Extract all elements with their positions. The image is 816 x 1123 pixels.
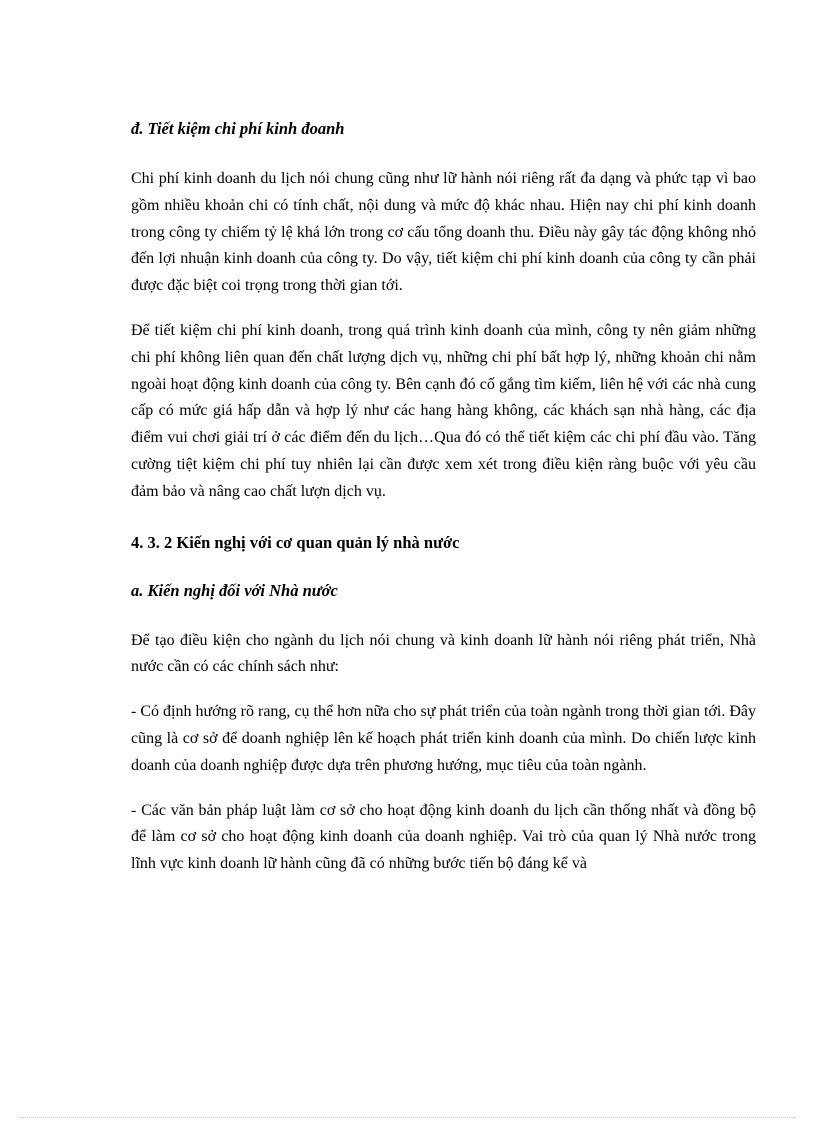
page-bottom-divider (20, 1117, 796, 1118)
document-body (131, 118, 756, 878)
paragraph-cost-measures: Để tiết kiệm chi phí kinh doanh, trong quá trình kinh doanh của mình, công ty nên giảm những chi phí không liên quan đến chất lượng dịch vụ, những chi phí bất hợp lý, những khoản chi nằm ngoài hoạt động kinh doanh của công ty. Bên cạnh đó cố gắng tìm kiếm, liên hệ với các nhà cung cấp có mức giá hấp dẫn và hợp lý như các hang hàng không, các khách sạn nhà hàng, các địa điểm vui chơi giải trí ở các điểm đến du lịch…Qua đó có thể tiết kiệm các chi phí đầu vào. Tăng cường tiệt kiệm chi phí tuy nhiên lại cần được xem xét trong điều kiện ràng buộc với yêu cầu đảm bảo và nâng cao chất lượn dịch vụ. (131, 321, 756, 500)
section-heading-state-recommendations: 4. 3. 2 Kiến nghị với cơ quan quản lý nhà nước (131, 532, 460, 552)
paragraph-cost-overview: Chi phí kinh doanh du lịch nói chung cũng như lữ hành nói riêng rất đa dạng và phức tạp vì bao gồm nhiều khoản chi có tính chất, nội dung và mức độ khác nhau. Hiện nay chi phí kinh doanh trong công ty chiếm tỷ lệ khá lớn trong cơ cấu tổng doanh thu. Điều này gây tác động không nhỏ đến lợi nhuận kinh doanh của công ty. Do vậy, tiết kiệm chi phí kinh doanh của công ty cần phải được đặc biệt coi trọng trong thời gian tới. (131, 170, 756, 295)
paragraph-bullet-legal: - Các văn bản pháp luật làm cơ sở cho hoạt động kinh doanh du lịch cần thống nhất và đồng bộ để làm cơ sở cho hoạt động kinh doanh của doanh nghiệp. Vai trò của quan lý Nhà nước trong lĩnh vực kinh doanh lữ hành cũng đã có những bước tiến bộ đáng kể và (131, 801, 756, 873)
paragraph-state-intro: Để tạo điều kiện cho ngành du lịch nói chung và kinh doanh lữ hành nói riêng phát triển, Nhà nước cần có các chính sách như: (131, 631, 756, 676)
paragraph-bullet-orientation: - Có định hướng rõ rang, cụ thể hơn nữa cho sự phát triển của toàn ngành trong thời gian tới. Đây cũng là cơ sở để doanh nghiệp lên kế hoạch phát triển kinh doanh của mình. Do chiến lược kinh doanh của doanh nghiệp được dựa trên phương hướng, mục tiêu của toàn ngành. (131, 703, 756, 774)
section-heading-cost-saving: đ. Tiết kiệm chi phí kinh đoanh (131, 119, 345, 138)
subsection-heading-state: a. Kiến nghị đối với Nhà nước (131, 580, 338, 600)
